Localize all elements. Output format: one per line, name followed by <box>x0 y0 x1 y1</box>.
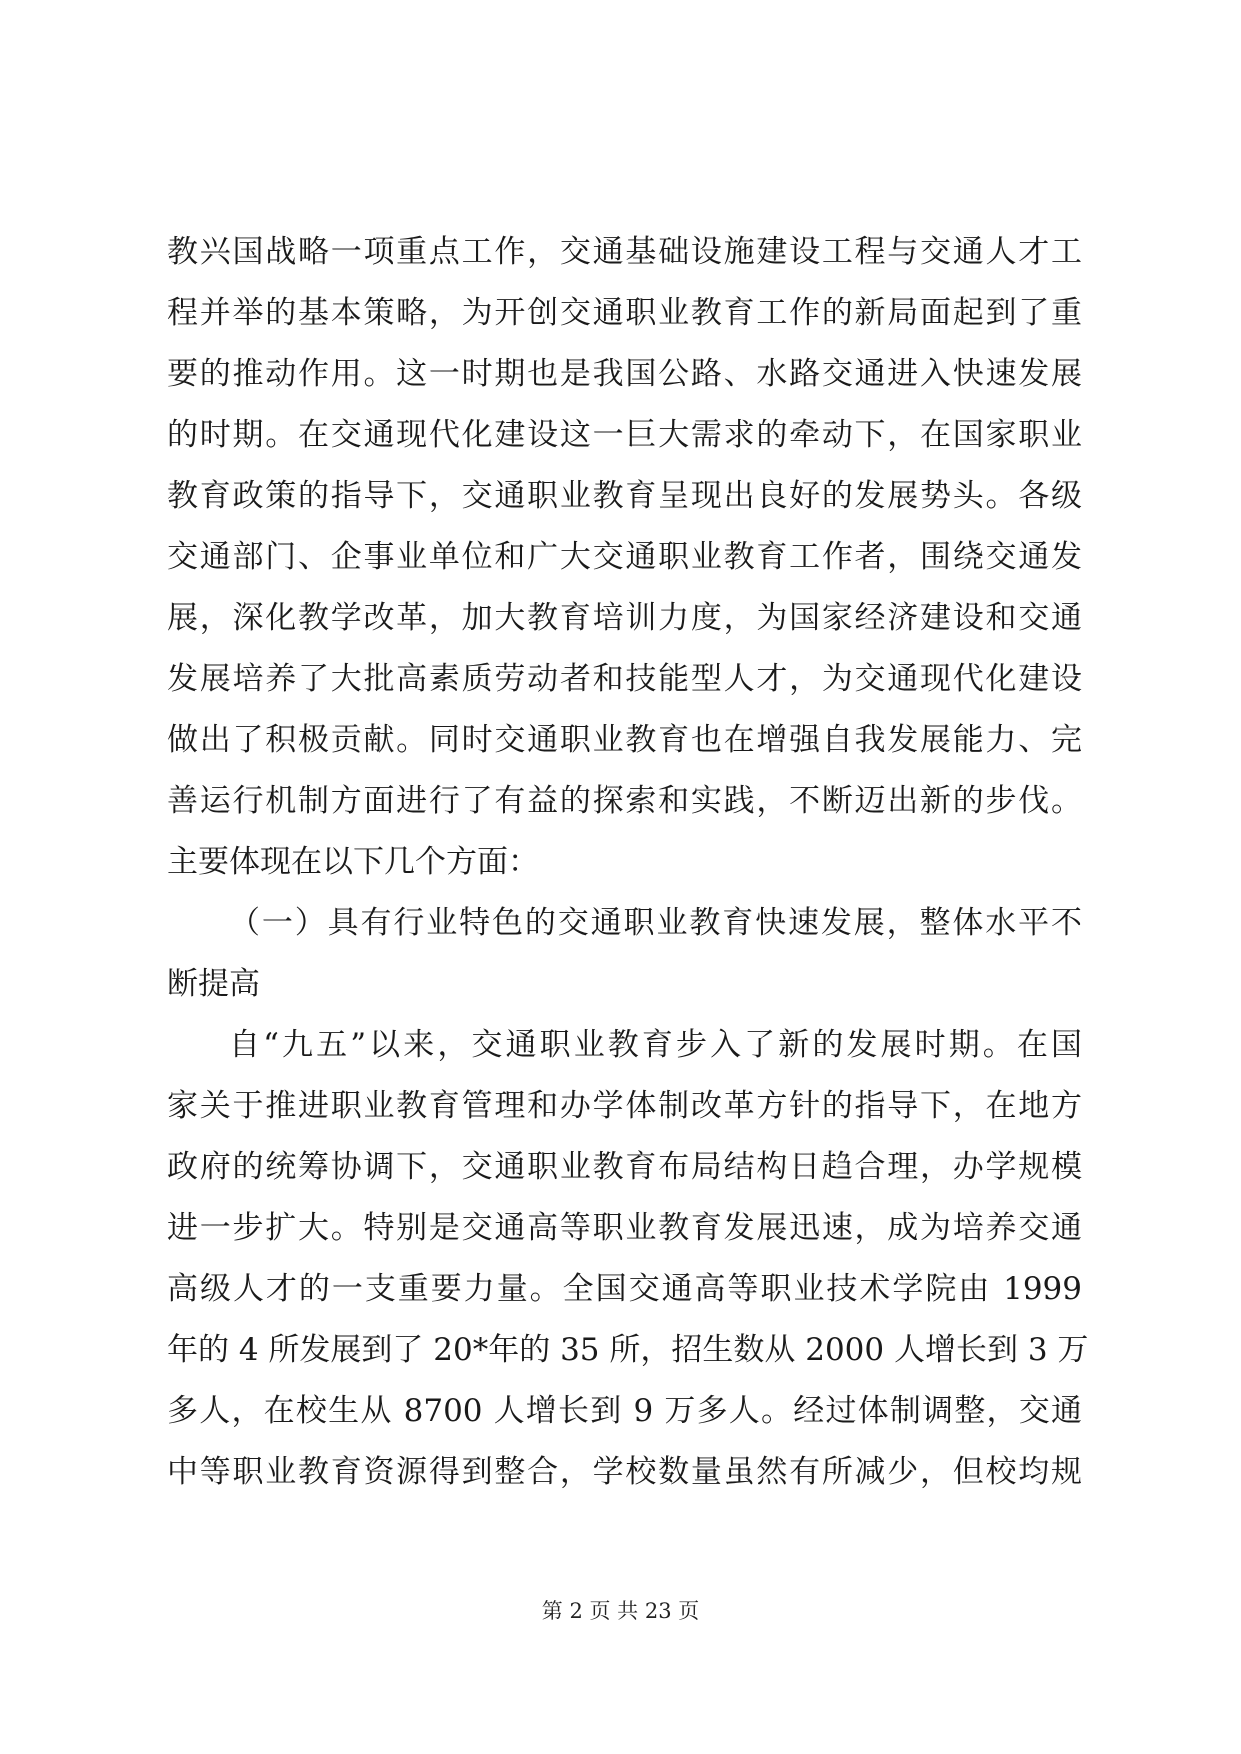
section-heading-line: 断提高 <box>167 966 260 1002</box>
document-body <box>167 222 1089 1503</box>
body-line: 自“九五”以来，交通职业教育步入了新的发展时期。在国 <box>229 1027 1082 1063</box>
section-heading-line: （一）具有行业特色的交通职业教育快速发展，整体水平不 <box>229 905 1082 941</box>
body-line: 发展培养了大批高素质劳动者和技能型人才，为交通现代化建设 <box>167 661 1082 697</box>
body-line: 政府的统筹协调下，交通职业教育布局结构日趋合理，办学规模 <box>167 1149 1082 1185</box>
body-line: 高级人才的一支重要力量。全国交通高等职业技术学院由 1999 <box>167 1271 1082 1307</box>
page-footer: 第 2 页 共 23 页 <box>541 1599 700 1623</box>
body-line: 程并举的基本策略，为开创交通职业教育工作的新局面起到了重 <box>167 295 1082 331</box>
body-line: 多人，在校生从 8700 人增长到 9 万多人。经过体制调整，交通 <box>167 1393 1082 1429</box>
body-line: 善运行机制方面进行了有益的探索和实践，不断迈出新的步伐。 <box>167 783 1082 819</box>
body-line: 要的推动作用。这一时期也是我国公路、水路交通进入快速发展 <box>167 356 1082 392</box>
body-line: 做出了积极贡献。同时交通职业教育也在增强自我发展能力、完 <box>167 722 1082 758</box>
body-line: 的时期。在交通现代化建设这一巨大需求的牵动下，在国家职业 <box>167 417 1082 453</box>
body-line: 教育政策的指导下，交通职业教育呈现出良好的发展势头。各级 <box>167 478 1082 514</box>
body-line: 进一步扩大。特别是交通高等职业教育发展迅速，成为培养交通 <box>167 1210 1082 1246</box>
body-line: 中等职业教育资源得到整合，学校数量虽然有所减少，但校均规 <box>167 1454 1082 1490</box>
body-line: 交通部门、企事业单位和广大交通职业教育工作者，围绕交通发 <box>167 539 1082 575</box>
body-line: 家关于推进职业教育管理和办学体制改革方针的指导下，在地方 <box>167 1088 1082 1124</box>
body-line: 展，深化教学改革，加大教育培训力度，为国家经济建设和交通 <box>167 600 1082 636</box>
body-line: 年的 4 所发展到了 20*年的 35 所，招生数从 2000 人增长到 3 万 <box>167 1332 1089 1368</box>
body-line: 主要体现在以下几个方面： <box>167 844 539 880</box>
body-line: 教兴国战略一项重点工作，交通基础设施建设工程与交通人才工 <box>167 234 1082 270</box>
